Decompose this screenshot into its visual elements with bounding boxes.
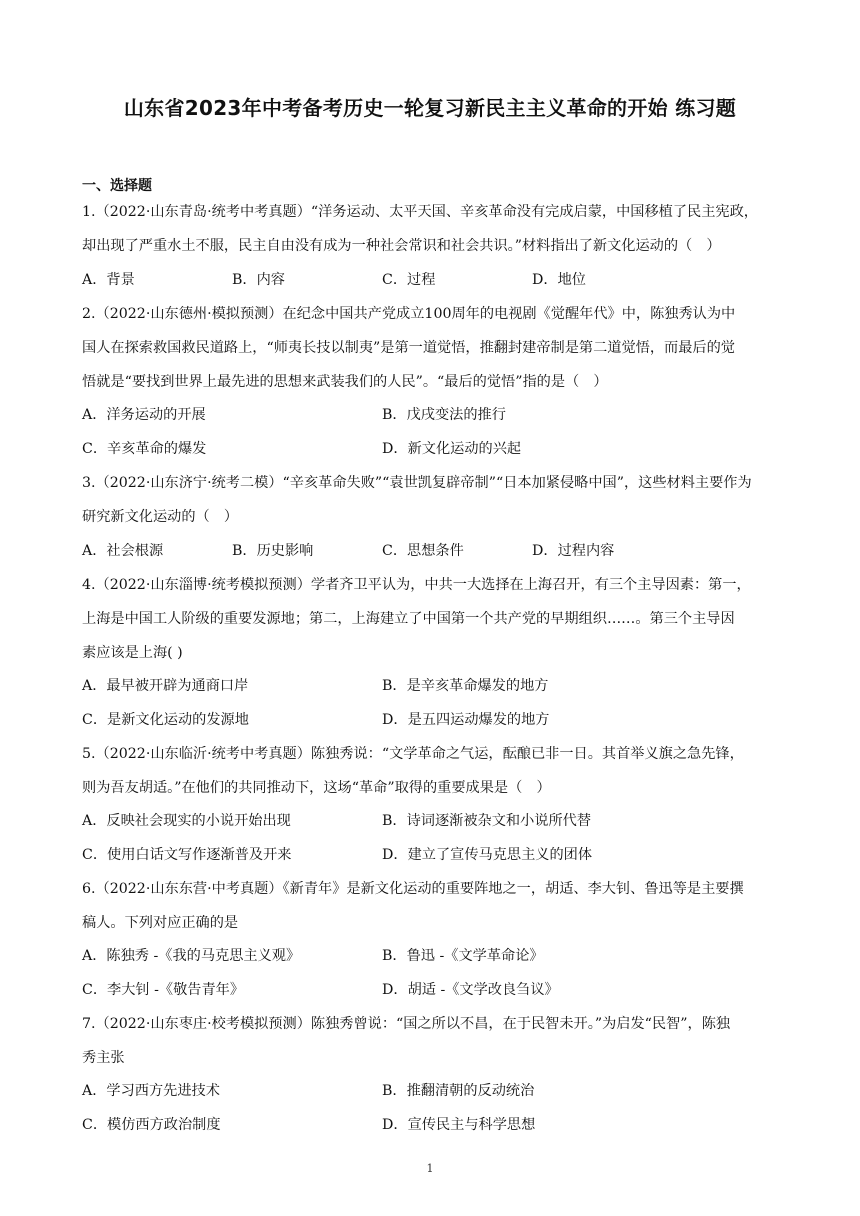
question-3-line-2: 研究新文化运动的（ ） xyxy=(82,509,239,525)
question-4-option-c: C．是新文化运动的发源地 xyxy=(82,712,249,728)
question-4-line-1: 4.（2022·山东淄博·统考模拟预测）学者齐卫平认为，中共一大选择在上海召开，有三个主导因素：第一， xyxy=(82,577,751,593)
question-1-line-1: 1.（2022·山东青岛·统考中考真题）“洋务运动、太平天国、辛亥革命没有完成启蒙，中国移植了民主宪政， xyxy=(82,204,758,220)
question-4-line-2: 上海是中国工人阶级的重要发源地；第二，上海建立了中国第一个共产党的早期组织……。第三个主导因 xyxy=(82,611,735,627)
question-1-option-c: C．过程 xyxy=(382,272,436,288)
question-2-option-b: B．戊戌变法的推行 xyxy=(382,407,506,423)
question-4-option-a: A．最早被开辟为通商口岸 xyxy=(82,678,249,694)
question-6-option-a: A．陈独秀 -《我的马克思主义观》 xyxy=(82,948,301,964)
question-5-option-c: C．使用白话文写作逐渐普及开来 xyxy=(82,847,292,863)
question-4-line-3: 素应该是上海( ) xyxy=(82,645,183,661)
question-7-option-a: A．学习西方先进技术 xyxy=(82,1083,220,1099)
question-3-option-c: C．思想条件 xyxy=(382,543,464,559)
question-7-option-b: B．推翻清朝的反动统治 xyxy=(382,1083,535,1099)
page-title: 山东省2023年中考备考历史一轮复习新民主主义革命的开始 练习题 xyxy=(123,96,737,120)
question-2-option-c: C．辛亥革命的爆发 xyxy=(82,441,207,457)
page-number: 1 xyxy=(426,1162,434,1175)
question-5-option-b: B．诗词逐渐被杂文和小说所代替 xyxy=(382,813,592,829)
section-heading: 一、选择题 xyxy=(82,178,152,194)
question-6-option-c: C．李大钊 -《敬告青年》 xyxy=(82,982,245,998)
question-3-option-d: D．过程内容 xyxy=(532,543,615,559)
question-7-line-2: 秀主张 xyxy=(82,1050,125,1066)
question-6-line-1: 6.（2022·山东东营·中考真题）《新青年》是新文化运动的重要阵地之一，胡适、李大钊、鲁迅等是主要撰 xyxy=(82,881,744,897)
question-6-option-d: D．胡适 -《文学改良刍议》 xyxy=(382,982,559,998)
question-5-line-2: 则为吾友胡适。”在他们的共同推动下，这场“革命”取得的重要成果是（ ） xyxy=(82,780,551,796)
question-6-option-b: B．鲁迅 -《文学革命论》 xyxy=(382,948,544,964)
question-4-option-b: B．是辛亥革命爆发的地方 xyxy=(382,678,549,694)
question-2-line-2: 国人在探索救国救民道路上，“师夷长技以制夷”是第一道觉悟，推翻封建帝制是第二道觉悟，而最后的觉 xyxy=(82,340,735,356)
question-1-option-a: A．背景 xyxy=(82,272,135,288)
question-7-option-d: D．宣传民主与科学思想 xyxy=(382,1117,536,1133)
question-7-option-c: C．模仿西方政治制度 xyxy=(82,1117,221,1133)
question-3-option-a: A．社会根源 xyxy=(82,543,164,559)
question-2-option-a: A．洋务运动的开展 xyxy=(82,407,206,423)
question-2-line-1: 2.（2022·山东德州·模拟预测）在纪念中国共产党成立100周年的电视剧《觉醒年代》中，陈独秀认为中 xyxy=(82,306,736,322)
question-2-line-3: 悟就是“要找到世界上最先进的思想来武装我们的人民”。“最后的觉悟”指的是（ ） xyxy=(82,374,608,390)
question-1-line-2: 却出现了严重水土不服，民主自由没有成为一种社会常识和社会共识。”材料指出了新文化运动的（ ） xyxy=(82,238,721,254)
question-3-option-b: B．历史影响 xyxy=(232,543,314,559)
question-1-option-d: D．地位 xyxy=(532,272,586,288)
question-5-option-d: D．建立了宣传马克思主义的团体 xyxy=(382,847,593,863)
question-5-line-1: 5.（2022·山东临沂·统考中考真题）陈独秀说：“文学革命之气运，酝酿已非一日。其首举义旗之急先锋， xyxy=(82,746,744,762)
question-4-option-d: D．是五四运动爆发的地方 xyxy=(382,712,550,728)
question-6-line-2: 稿人。下列对应正确的是 xyxy=(82,915,239,931)
question-7-line-1: 7.（2022·山东枣庄·校考模拟预测）陈独秀曾说：“国之所以不昌，在于民智未开。”为启发“民智”，陈独 xyxy=(82,1016,731,1032)
question-2-option-d: D．新文化运动的兴起 xyxy=(382,441,522,457)
question-1-option-b: B．内容 xyxy=(232,272,285,288)
question-5-option-a: A．反映社会现实的小说开始出现 xyxy=(82,813,291,829)
question-3-line-1: 3.（2022·山东济宁·统考二模）“辛亥革命失败”“袁世凯复辟帝制”“日本加紧侵略中国”，这些材料主要作为 xyxy=(82,475,752,491)
